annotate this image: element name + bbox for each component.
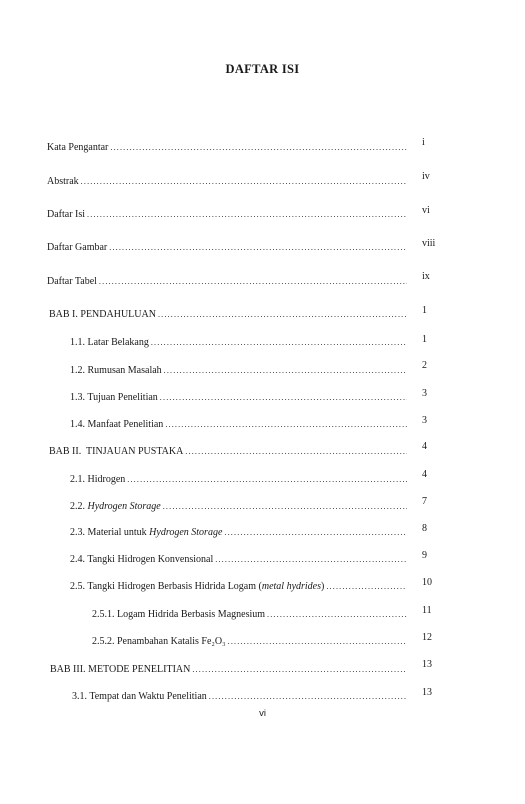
dot-leader	[99, 276, 407, 288]
toc-entry-page: 2	[422, 360, 427, 371]
toc-entry-label: 1.3. Tujuan Penelitian	[70, 392, 158, 403]
toc-entry-page: 3	[422, 415, 427, 426]
toc-entry-page: viii	[422, 238, 436, 249]
dot-leader	[215, 554, 407, 566]
toc-entry-label-suffix: )	[321, 581, 325, 592]
toc-entry-label-prefix: 2.5. Tangki Hidrogen Berbasis Hidrida Logam (	[70, 581, 262, 592]
toc-entry-label: 1.1. Latar Belakang	[70, 337, 149, 348]
toc-entry-page: 10	[422, 577, 432, 588]
toc-entry-label-italic: Hydrogen Storage	[87, 501, 161, 512]
dot-leader	[224, 527, 407, 539]
toc-entry-1-1	[70, 337, 409, 349]
dot-leader	[192, 664, 407, 676]
dot-leader	[158, 309, 407, 321]
dot-leader	[151, 337, 407, 349]
toc-entry-label-prefix: 2.3. Material untuk	[70, 527, 150, 538]
toc-entry-label: 3.1. Tempat dan Waktu Penelitian	[72, 691, 207, 702]
toc-entry-2-4	[70, 554, 409, 566]
toc-entry-label: 1.4. Manfaat Penelitian	[70, 419, 164, 430]
toc-entry-page: 1	[422, 305, 427, 316]
toc-entry-page: 4	[422, 441, 427, 452]
toc-entry-label: BAB III. METODE PENELITIAN	[50, 664, 191, 675]
dot-leader	[267, 609, 407, 621]
toc-entry-label: Abstrak	[47, 176, 79, 187]
toc-entry-page: 8	[422, 523, 427, 534]
toc-entry-page: i	[422, 137, 425, 148]
toc-entry-2-3	[70, 527, 409, 539]
toc-entry-page: 7	[422, 496, 427, 507]
toc-entry-daftar-gambar	[47, 242, 409, 254]
dot-leader	[87, 209, 407, 221]
toc-entry-daftar-tabel	[47, 276, 409, 288]
toc-entry-page: 13	[422, 687, 432, 698]
dot-leader	[127, 474, 407, 486]
toc-entry-1-3	[70, 392, 409, 404]
dot-leader	[209, 691, 407, 703]
toc-entry-kata-pengantar	[47, 142, 409, 154]
toc-entry-label: BAB II. TINJAUAN PUSTAKA	[49, 446, 184, 457]
toc-entry-label	[70, 501, 161, 513]
toc-entry-page: 13	[422, 659, 432, 670]
dot-leader	[326, 581, 407, 593]
dot-leader	[165, 419, 407, 431]
toc-entry-label: 2.5.1. Logam Hidrida Berbasis Magnesium	[92, 609, 266, 620]
toc-entry-3-1	[72, 691, 409, 703]
toc-entry-bab-3	[50, 664, 409, 676]
toc-entry-page: iv	[422, 171, 430, 182]
toc-entry-page: 4	[422, 469, 427, 480]
toc-entry-label-prefix: 2.2.	[70, 501, 88, 512]
toc-entry-2-2	[70, 501, 409, 513]
toc-entry-2-5-2	[92, 636, 409, 648]
page-title: DAFTAR ISI	[225, 62, 300, 76]
toc-entry-label: Daftar Tabel	[47, 276, 97, 287]
toc-entry-label: Kata Pengantar	[47, 142, 109, 153]
dot-leader	[109, 242, 407, 254]
toc-entry-page: 11	[422, 605, 432, 616]
toc-entry-label: 2.5.2. Penambahan Katalis Fe₂O₃	[92, 636, 226, 647]
toc-entry-bab-2	[49, 446, 409, 458]
toc-entry-label	[70, 527, 222, 539]
toc-entry-page: vi	[422, 205, 430, 216]
toc-entry-page: ix	[422, 271, 430, 282]
dot-leader	[164, 365, 407, 377]
toc-entry-page: 3	[422, 388, 427, 399]
toc-entry-2-5-1	[92, 609, 409, 621]
toc-entry-page: 12	[422, 632, 432, 643]
toc-entry-label-italic: Hydrogen Storage	[149, 527, 223, 538]
toc-entry-label: 2.1. Hidrogen	[70, 474, 126, 485]
page-number: vi	[259, 708, 266, 719]
dot-leader	[160, 392, 407, 404]
toc-entry-label: Daftar Gambar	[47, 242, 108, 253]
toc-entry-page: 1	[422, 334, 427, 345]
toc-entry-1-2	[70, 365, 409, 377]
toc-entry-label	[70, 581, 324, 593]
toc-entry-daftar-isi	[47, 209, 409, 221]
toc-entry-label: Daftar Isi	[47, 209, 86, 220]
dot-leader	[110, 142, 407, 154]
toc-entry-1-4	[70, 419, 409, 431]
toc-entry-page: 9	[422, 550, 427, 561]
toc-entry-label: 1.2. Rumusan Masalah	[70, 365, 162, 376]
dot-leader	[185, 446, 407, 458]
toc-entry-label: 2.4. Tangki Hidrogen Konvensional	[70, 554, 214, 565]
dot-leader	[81, 176, 407, 188]
toc-entry-label: BAB I. PENDAHULUAN	[49, 309, 156, 320]
toc-entry-2-5	[70, 581, 409, 593]
toc-entry-2-1	[70, 474, 409, 486]
dot-leader	[228, 636, 407, 648]
toc-entry-abstrak	[47, 176, 409, 188]
toc-entry-label-italic: metal hydrides	[261, 581, 322, 592]
toc-entry-bab-1	[49, 309, 409, 321]
dot-leader	[163, 501, 407, 513]
